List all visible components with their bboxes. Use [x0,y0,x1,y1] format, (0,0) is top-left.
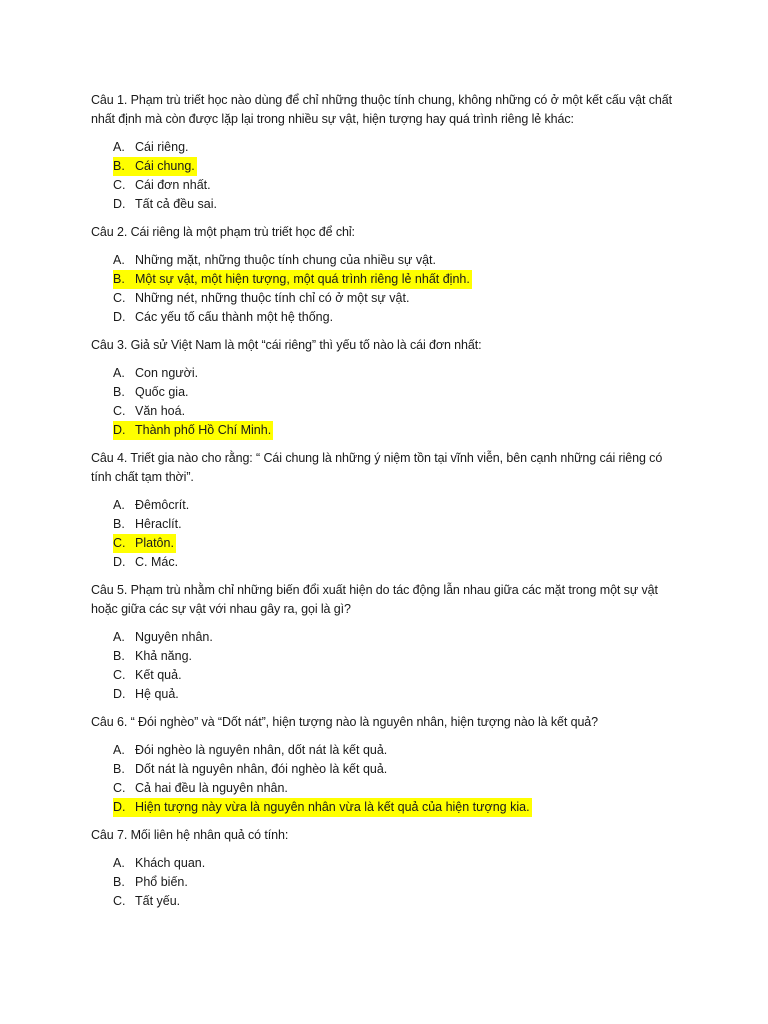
option-letter: B. [113,272,125,286]
option-letter: D. [113,800,126,814]
highlighted-answer [113,270,472,289]
options-list [91,628,681,704]
option-letter: D. [113,310,126,324]
option-text: Thành phố Hồ Chí Minh. [135,423,272,437]
option-b [91,383,681,402]
option-text: Con người. [135,366,199,380]
option-d [91,553,681,572]
option-letter: C. [113,291,126,305]
option-letter: C. [113,404,126,418]
option-d [91,308,681,327]
option-text: Hiện tượng này vừa là nguyên nhân vừa là kết quả của hiện tượng kia. [135,800,530,814]
options-list [91,251,681,327]
option-text: Đói nghèo là nguyên nhân, dốt nát là kết quả. [135,743,388,757]
option-letter: A. [113,856,125,870]
option-b [91,157,681,176]
option-letter: A. [113,140,125,154]
option-text: C. Mác. [135,555,179,569]
option-c [91,534,681,553]
option-a [91,138,681,157]
option-a [91,628,681,647]
option-text: Dốt nát là nguyên nhân, đói nghèo là kết quả. [135,762,388,776]
option-d [91,421,681,440]
option-d [91,798,681,817]
option-letter: A. [113,366,125,380]
option-d [91,685,681,704]
option-text: Văn hoá. [135,404,186,418]
option-c [91,666,681,685]
option-text: Những mặt, những thuộc tính chung của nhiều sự vật. [135,253,436,267]
option-text: Những nét, những thuộc tính chỉ có ở một sự vật. [135,291,410,305]
option-text: Phổ biến. [135,875,188,889]
option-letter: B. [113,517,125,531]
option-c [91,892,681,911]
option-letter: A. [113,743,125,757]
option-letter: A. [113,498,125,512]
question-6 [91,713,681,817]
option-c [91,779,681,798]
option-letter: C. [113,894,126,908]
option-text: Hêraclít. [135,517,182,531]
option-letter: A. [113,630,125,644]
question-7 [91,826,681,911]
option-text: Khách quan. [135,856,206,870]
option-text: Nguyên nhân. [135,630,213,644]
option-a [91,741,681,760]
options-list [91,496,681,572]
option-letter: B. [113,159,125,173]
question-3 [91,336,681,440]
option-c [91,176,681,195]
option-b [91,515,681,534]
highlighted-answer [113,798,532,817]
option-b [91,873,681,892]
option-b [91,760,681,779]
option-text: Cả hai đều là nguyên nhân. [135,781,288,795]
option-letter: B. [113,875,125,889]
option-text: Cái đơn nhất. [135,178,211,192]
highlighted-answer [113,534,176,553]
option-letter: D. [113,197,126,211]
options-list [91,854,681,911]
option-letter: C. [113,781,126,795]
option-b [91,270,681,289]
options-list [91,364,681,440]
options-list [91,741,681,817]
question-5 [91,581,681,704]
question-text: Câu 3. Giả sử Việt Nam là một “cái riêng” thì yếu tố nào là cái đơn nhất: [91,338,482,352]
option-a [91,496,681,515]
option-text: Platôn. [135,536,174,550]
option-text: Hệ quả. [135,687,179,701]
question-4 [91,449,681,572]
option-a [91,854,681,873]
option-letter: C. [113,536,126,550]
question-2 [91,223,681,327]
option-letter: D. [113,423,126,437]
option-text: Quốc gia. [135,385,189,399]
option-text: Cái chung. [135,159,195,173]
question-text: Câu 4. Triết gia nào cho rằng: “ Cái chung là những ý niệm tồn tại vĩnh viễn, bên cạnh những cái riêng có tính chất tạm thời”. [91,451,663,484]
question-1 [91,91,681,214]
option-letter: B. [113,762,125,776]
option-text: Một sự vật, một hiện tượng, một quá trình riêng lẻ nhất định. [135,272,470,286]
option-text: Cái riêng. [135,140,189,154]
option-letter: B. [113,649,125,663]
question-text: Câu 6. “ Đói nghèo” và “Dốt nát”, hiện tượng nào là nguyên nhân, hiện tượng nào là kết quả? [91,715,599,729]
option-c [91,402,681,421]
document-page [91,91,681,920]
option-a [91,364,681,383]
option-d [91,195,681,214]
option-letter: C. [113,668,126,682]
options-list [91,138,681,214]
option-letter: D. [113,687,126,701]
question-text: Câu 2. Cái riêng là một phạm trù triết học để chỉ: [91,225,355,239]
option-a [91,251,681,270]
question-text: Câu 7. Mối liên hệ nhân quả có tính: [91,828,289,842]
option-b [91,647,681,666]
highlighted-answer [113,421,273,440]
option-letter: C. [113,178,126,192]
option-letter: B. [113,385,125,399]
question-text: Câu 1. Phạm trù triết học nào dùng để chỉ những thuộc tính chung, không những có ở một kết cấu vật chất nhất định mà còn được lặp lại trong nhiều sự vật, hiện tượng hay quá trình riêng lẻ khác: [91,93,672,126]
option-text: Tất yếu. [135,894,181,908]
option-text: Tất cả đều sai. [135,197,217,211]
option-text: Các yếu tố cấu thành một hệ thống. [135,310,334,324]
option-letter: D. [113,555,126,569]
question-text: Câu 5. Phạm trù nhằm chỉ những biến đổi xuất hiện do tác động lẫn nhau giữa các mặt trong một sự vật hoặc giữa các sự vật với nhau gây ra, gọi là gì? [91,583,658,616]
option-letter: A. [113,253,125,267]
option-text: Đêmôcrít. [135,498,190,512]
option-text: Kết quả. [135,668,182,682]
option-text: Khả năng. [135,649,192,663]
highlighted-answer [113,157,197,176]
option-c [91,289,681,308]
